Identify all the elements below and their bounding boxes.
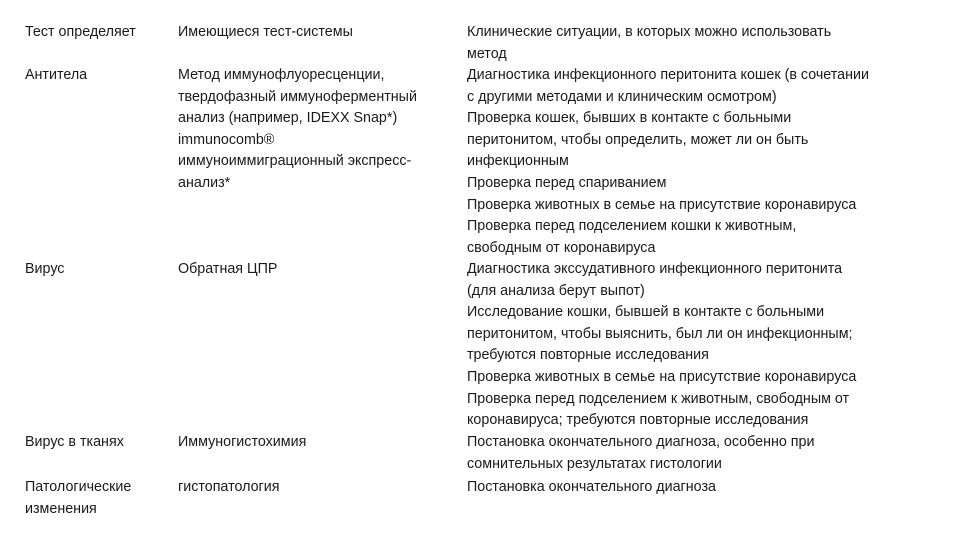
row-antibodies-systems: Метод иммунофлуоресценции, твердофазный иммуноферментный анализ (например, IDEXX Snap*) immunocomb® иммуноиммиграционный экспресс- анализ*: [178, 67, 417, 191]
row-antibodies-situations: Диагностика инфекционного перитонита кошек (в сочетании с другими методами и клиническим осмотром) Проверка кошек, бывших в контакте с больными перитонитом, чтобы определить, может ли он быть инфекционным Проверка перед спариванием Проверка животных в семье на присутствие коронавируса Проверка перед подселением кошки к животным, свободным от коронавируса: [467, 67, 869, 256]
row-tissue-virus-test: Вирус в тканях: [25, 434, 124, 450]
row-tissue-virus-situations: Постановка окончательного диагноза, особенно при сомнительных результатах гистологии: [467, 434, 815, 472]
header-situations: Клинические ситуации, в которых можно использовать метод: [467, 24, 832, 62]
row-virus-test: Вирус: [25, 261, 65, 277]
row-pathology-situations: Постановка окончательного диагноза: [467, 479, 716, 495]
row-pathology-test: Патологические изменения: [25, 479, 132, 517]
row-virus-situations: Диагностика экссудативного инфекционного перитонита (для анализа берут выпот) Исследование кошки, бывшей в контакте с больными перитонитом, чтобы выяснить, был ли он инфекционным; требуются повторные исследования Проверка животных в семье на присутствие коронавируса Проверка перед подселением к животным, свободным от коронавируса; требуются повторные исследования: [467, 261, 857, 429]
header-systems: Имеющиеся тест-системы: [178, 24, 353, 40]
row-antibodies-test: Антитела: [25, 67, 88, 83]
row-pathology-systems: гистопатология: [178, 479, 280, 495]
row-tissue-virus-systems: Иммуногистохимия: [178, 434, 307, 450]
row-virus-systems: Обратная ЦПР: [178, 261, 278, 277]
header-test: Тест определяет: [25, 24, 136, 40]
